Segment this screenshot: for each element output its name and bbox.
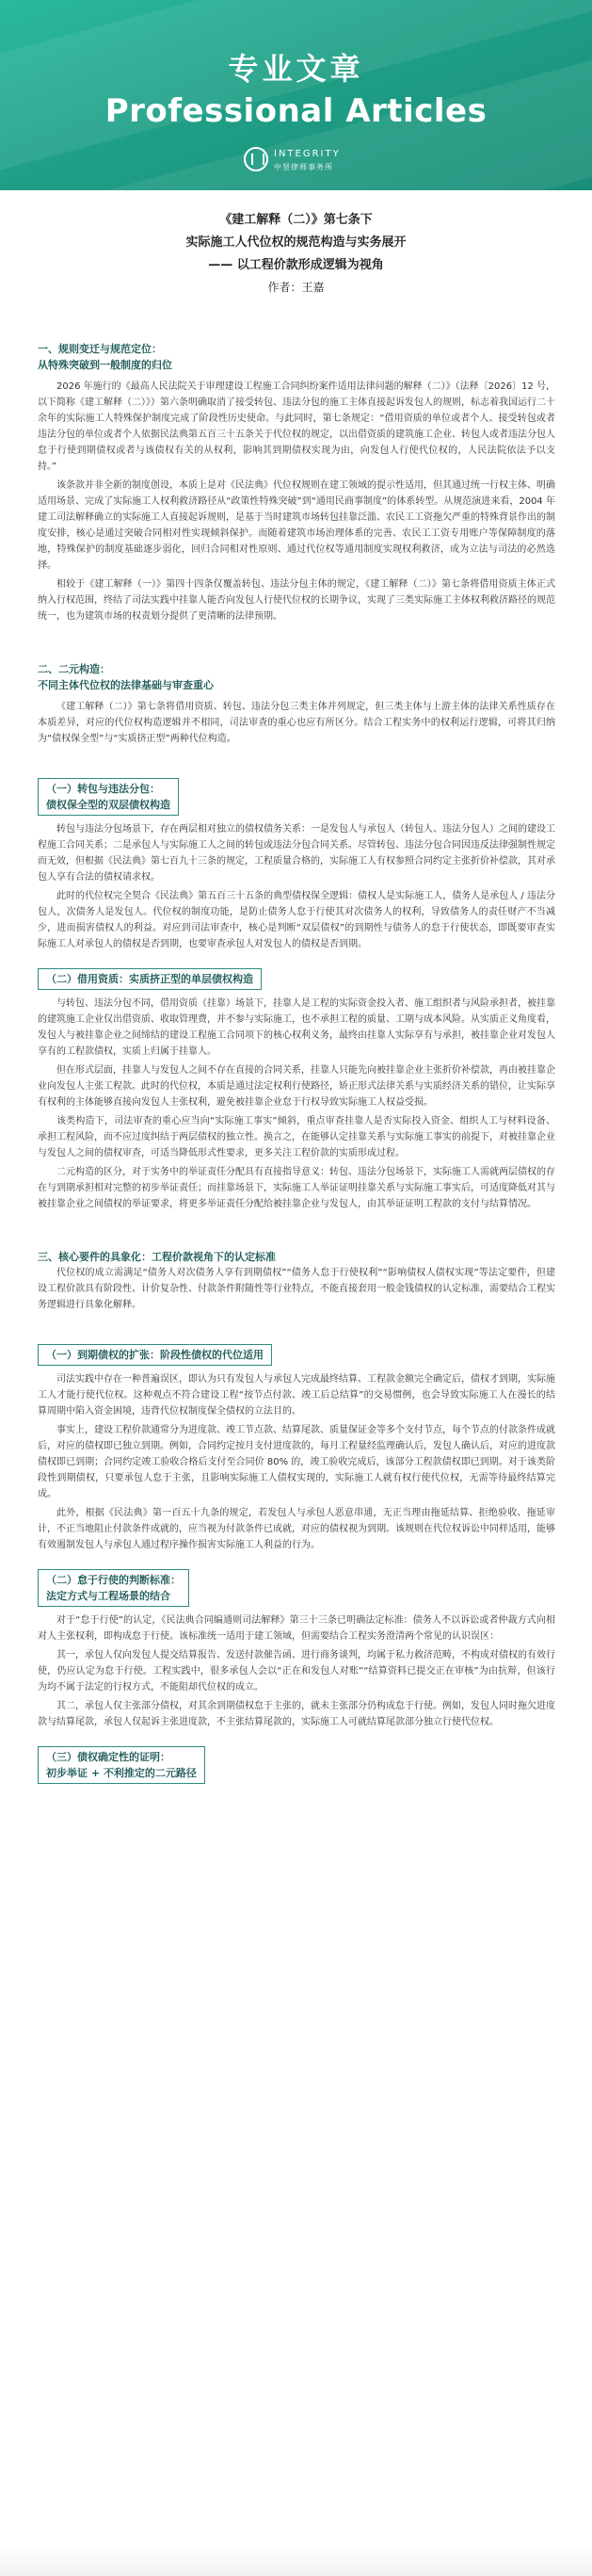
paragraph: 相较于《建工解释（一）》第四十四条仅覆盖转包、违法分包主体的规定，《建工解释（二）》第七条将借用资质主体正式纳入行权范围，终结了司法实践中挂靠人能否向发包人行使代位权的长期争议，实现了三类实际施工主体权利救济路径的规范统一，也为建筑市场的权责划分提供了更清晰的法律预期。 xyxy=(38,579,555,622)
paragraph: 司法实践中存在一种普遍误区，即认为只有发包人与承包人完成最终结算、工程款金额完全确定后，债权才到期，实际施工人才能行使代位权。这种观点不符合建设工程“按节点付款、竣工后总结算”的交易惯例，也会导致实际施工人在漫长的结算周期中陷入资金困境，违背代位权制度保全债权的立法目的。 xyxy=(38,1374,555,1417)
article-title-line2: 实际施工人代位权的规范构造与实务展开 xyxy=(185,235,407,250)
paragraph: 该类构造下，司法审查的重心应当向“实际施工事实”倾斜，重点审查挂靠人是否实际投入资金、组织人工与材料设备、承担工程风险，而不应过度纠结于两层债权的独立性。换言之，在能够认定挂靠关系与实际施工事实的前提下，对被挂靠企业与发包人之间的债权审查，可适当降低形式性要求，更多关注工程价款的实质形成过程。 xyxy=(38,1116,555,1158)
paragraph: 此外，根据《民法典》第一百五十九条的规定，若发包人与承包人恶意串通，无正当理由拖延结算、拒绝验收、拖延审计，不正当地阻止付款条件成就的，应当视为付款条件已成就，对应的债权视为到期。该规则在代位权诉讼中同样适用，能够有效遏制发包人与承包人通过程序操作损害实际施工人利益的行为。 xyxy=(38,1508,555,1550)
subsection-3c-heading xyxy=(38,1746,205,1784)
article-body xyxy=(38,332,555,1790)
banner-title-cn: 专业文章 xyxy=(228,51,364,87)
subsection-2a-heading xyxy=(38,778,179,816)
page-bottom-fade xyxy=(0,2543,592,2576)
paragraph: 与转包、违法分包不同，借用资质（挂靠）场景下，挂靠人是工程的实际资金投入者、施工组织者与风险承担者，被挂靠的建筑施工企业仅出借资质、收取管理费，并不参与实际施工，也不承担工程的质量、工期与成本风险。从实质正义角度看，发包人与被挂靠企业之间缔结的建设工程施工合同项下的核心权利义务，最终由挂靠人实际享有与承担，被挂靠企业对发包人享有的工程款债权，实质上归属于挂靠人。 xyxy=(38,998,555,1057)
paragraph: 事实上，建设工程价款通常分为进度款、竣工节点款、结算尾款、质量保证金等多个支付节点，每个节点的付款条件成就后，对应的债权即已独立到期。例如，合同约定按月支付进度款的，每月工程量经监理确认后，发包人确认后，对应的进度款债权即已到期；合同约定竣工验收合格后支付至合同价 80% 的，竣工验收完成后，该部分工程款债权即已到期。对于该类阶段性到期债权，只要承包人怠于主张，且影响实际施工人债权实现的，实际施工人就有权行使代位权，无需等待最终结算完成。 xyxy=(38,1425,555,1499)
paragraph: 转包与违法分包场景下，存在两层相对独立的债权债务关系：一是发包人与承包人（转包人、违法分包人）之间的建设工程施工合同关系；二是承包人与实际施工人之间的转包或违法分包合同关系。尽管转包、违法分包合同因违反法律强制性规定而无效，但根据《民法典》第七百九十三条的规定，工程质量合格的，实际施工人有权参照合同约定主张折价补偿款，其对承包人享有合法的债权请求权。 xyxy=(38,824,555,883)
article-author: 作者：王嘉 xyxy=(267,281,325,294)
paragraph: 2026 年施行的《最高人民法院关于审理建设工程施工合同纠纷案件适用法律问题的解释（二）》（法释〔2026〕12 号，以下简称《建工解释（二）》）第六条明确取消了接受转包、违法分包的施工主体直接起诉发包人的规则，标志着我国运行二十余年的实际施工人特殊保护制度完成了阶段性历史使命。与此同时，第七条规定：“借用资质的单位或者个人、接受转包或者违法分包的单位或者个人依据民法典第五百三十五条关于代位权的规定，以出借资质的建筑施工企业、转包人或者违法分包人怠于行使到期债权或者与该债权有关的从权利，影响其到期债权实现为由，向发包人行使代位权的，人民法院依法予以支持。” xyxy=(38,381,555,472)
paragraph: 代位权的成立需满足“债务人对次债务人享有到期债权”“债务人怠于行使权利”“影响债权人债权实现”等法定要件，但建设工程价款具有阶段性、计价复杂性、付款条件附随性等行业特点，不能直接套用一般金钱债权的认定标准，需要结合工程实务逻辑进行具象化解释。 xyxy=(38,1268,555,1310)
subsection-2a-title: （一）转包与违法分包： xyxy=(46,783,160,795)
paragraph: 其一，承包人仅向发包人提交结算报告、发送付款催告函、进行商务谈判，均属于私力救济范畴，不构成对债权的有效行使，仍应认定为怠于行使。工程实践中，很多承包人会以“正在和发包人对账”“结算资料已提交正在审核”为由抗辩，但该行为均不属于法定的行权方式，不能阻却代位权的成立。 xyxy=(38,1650,555,1693)
firm-logo xyxy=(240,143,353,186)
article-subtitle: —— 以工程价款形成逻辑为视角 xyxy=(208,258,384,272)
section-2-title: 二、二元构造： xyxy=(38,663,110,675)
paragraph: 该条款并非全新的制度创设，本质上是对《民法典》代位权规则在建工领域的提示性适用，但其通过统一行权主体、明确适用场景、完成了实际施工人权利救济路径从“政策性特殊突破”到“通用民商事制度”的体系转型。从规范演进来看，2004 年建工司法解释确立的实际施工人直接起诉规则，是基于当时建筑市场转包挂靠泛滥、农民工工资拖欠严重的特殊背景作出的制度安排，核心是通过突破合同相对性实现倾斜保护。而随着建筑市场治理体系的完善、农民工工资专用账户等保障制度的落地，特殊保护的制度基础逐步弱化，回归合同相对性原则、通过代位权等通用制度实现权利救济，成为立法与司法的必然选择。 xyxy=(38,480,555,571)
logo-mark-icon xyxy=(244,147,268,171)
header-banner xyxy=(0,0,592,190)
subsection-3b-subtitle: 法定方式与工程场景的结合 xyxy=(46,1590,170,1602)
paragraph: 二元构造的区分，对于实务中的举证责任分配具有直接指导意义：转包、违法分包场景下，实际施工人需就两层债权的存在与到期承担相对完整的初步举证责任；而挂靠场景下，实际施工人举证证明挂靠关系与实际施工事实后，可适度降低对其与被挂靠企业之间债权的举证要求，将更多举证责任分配给被挂靠企业与发包人，由其举证证明工程款的支付与结算情况。 xyxy=(38,1167,555,1209)
subsection-3b-heading xyxy=(38,1569,189,1607)
subsection-2b-heading: （二）借用资质：实质挤正型的单层债权构造 xyxy=(38,968,262,990)
section-1-title: 一、规则变迁与规范定位： xyxy=(38,343,162,355)
paragraph: 其二，承包人仅主张部分债权，对其余到期债权怠于主张的，就未主张部分仍构成怠于行使。例如，发包人同时拖欠进度款与结算尾款，承包人仅起诉主张进度款，不主张结算尾款的，实际施工人可就结算尾款部分独立行使代位权。 xyxy=(38,1701,555,1727)
banner-title-en: Professional Articles xyxy=(104,92,488,130)
section-2-subtitle: 不同主体代位权的法律基础与审查重心 xyxy=(38,679,214,691)
section-3-title: 三、核心要件的具象化：工程价款视角下的认定标准 xyxy=(38,1251,276,1263)
paragraph: 《建工解释（二）》第七条将借用资质、转包、违法分包三类主体并列规定，但三类主体与上游主体的法律关系性质存在本质差异，对应的代位权构造逻辑并不相同，司法审查的重心也应有所区分。结合工程实务中的权利运行逻辑，可将其归纳为“债权保全型”与“实质挤正型”两种代位构造。 xyxy=(38,702,555,744)
subsection-3c-subtitle: 初步举证 + 不利推定的二元路径 xyxy=(46,1767,197,1779)
paragraph: 但在形式层面，挂靠人与发包人之间不存在直接的合同关系，挂靠人只能先向被挂靠企业主张折价补偿款，再由被挂靠企业向发包人主张工程款。此时的代位权，本质是通过法定权利行使路径，矫正形式法律关系与实质经济关系的错位，让实际享有权利的主体能够直接向发包人主张权利，避免被挂靠企业怠于行权导致实际施工人权益受损。 xyxy=(38,1065,555,1108)
subsection-3b-title: （二）怠于行使的判断标准： xyxy=(46,1574,181,1586)
subsection-3c-title: （三）债权确定性的证明： xyxy=(46,1751,170,1763)
article-title-line1: 《建工解释（二）》第七条下 xyxy=(219,213,373,227)
paragraph: 此时的代位权完全契合《民法典》第五百三十五条的典型债权保全逻辑：债权人是实际施工人，债务人是承包人 / 违法分包人，次债务人是发包人。代位权的制度功能，是防止债务人怠于行使其对次债务人的权利，导致债务人的责任财产不当减少，进而损害债权人的利益。对应到司法审查中，核心是判断“双层债权”的到期性与债务人的怠于行使状态，即既要审查实际施工人对承包人的债权是否到期，也要审查承包人对发包人的债权是否到期。 xyxy=(38,891,555,949)
paragraph: 对于“怠于行使”的认定，《民法典合同编通则司法解释》第三十三条已明确法定标准：债务人不以诉讼或者仲裁方式向相对人主张权利，即构成怠于行使。该标准统一适用于建工领域，但需要结合工程实务澄清两个常见的认识误区： xyxy=(38,1615,555,1642)
subsection-2a-subtitle: 债权保全型的双层债权构造 xyxy=(46,799,170,811)
subsection-3a-heading: （一）到期债权的扩张：阶段性债权的代位适用 xyxy=(38,1344,272,1366)
logo-text-en: INTEGRITY xyxy=(274,149,341,159)
section-1-subtitle: 从特殊突破到一般制度的归位 xyxy=(38,359,172,371)
logo-text-cn: 中坚律师事务所 xyxy=(274,163,333,171)
